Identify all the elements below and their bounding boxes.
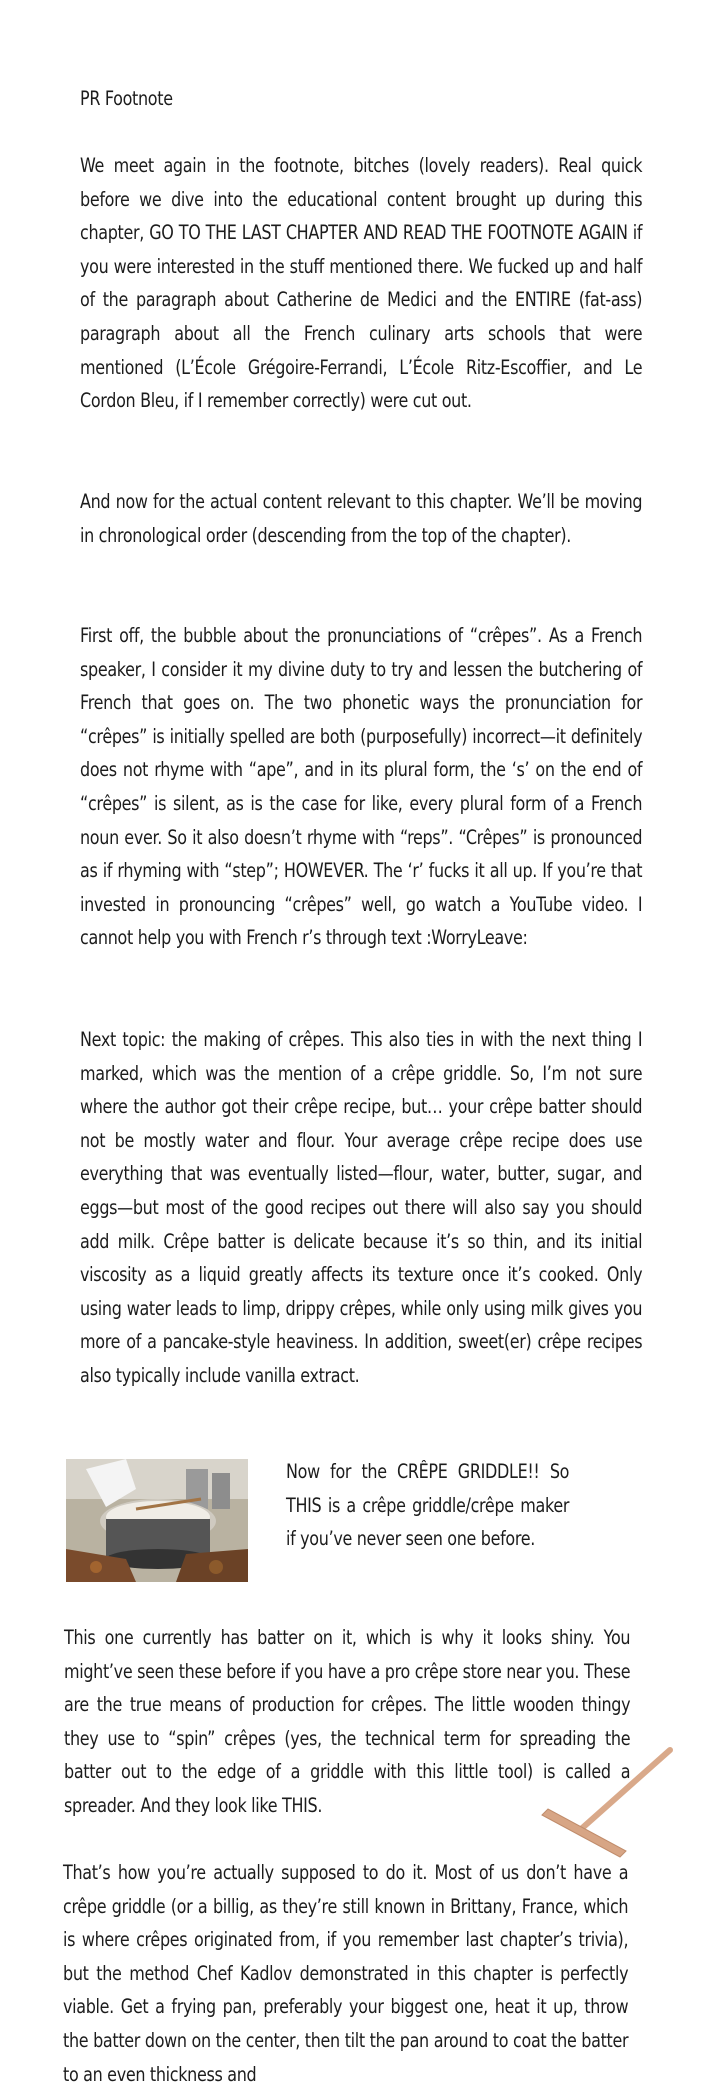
paragraph-pronunciation-text: First off, the bubble about the pronunciations of “crêpes”. As a French speaker, I consider it my divine duty to try and lessen the butchering of French that goes on. The two phonetic ways the pronunciation for “crêpes” is initially spelled are both (purposefully) incorrect—it definitely does not rhyme with “ape”, and in its plural form, the ‘s’ on the end of “crêpes” is silent, as is the case for like, every plural form of a French noun ever. So it also doesn’t rhyme with “reps”. “Crêpes” is pronounced as if rhyming with “step”; HOWEVER. The ‘r’ fucks it all up. If you’re that invested in pronouncing “crêpes” well, go watch a YouTube video. I cannot help you with French r’s through text :WorryLeave: (80, 624, 643, 950)
paragraph-chapter-content-text: And now for the actual content relevant to this chapter. We’ll be moving in chronological order (descending from the top of the chapter). (80, 490, 643, 547)
crepe-griddle-illustration (66, 1459, 248, 1582)
paragraph-intro-text: We meet again in the footnote, bitches (lovely readers). Real quick before we dive into the educational content brought up during this chapter, GO TO THE LAST CHAPTER AND READ THE FOOTNOTE AGAIN if you were interested in the stuff mentioned there. We fucked up and half of the paragraph about Catherine de Medici and the ENTIRE (fat-ass) paragraph about all the French culinary arts schools that were mentioned (L’École Grégoire-Ferrandi, L’École Ritz-Escoffier, and Le Cordon Bleu, if I remember correctly) were cut out. (80, 154, 643, 413)
paragraph-making-crepes-text: Next topic: the making of crêpes. This also ties in with the next thing I marked, which was the mention of a crêpe griddle. So, I’m not sure where the author got their crêpe recipe, but… your crêpe batter should not be mostly water and flour. Your average crêpe recipe does use everything that was eventually listed—flour, water, butter, sugar, and eggs—but most of the good recipes out there will also say you should add milk. Crêpe batter is delicate because it’s so thin, and its initial viscosity as a liquid greatly affects its texture once it’s cooked. Only using water leads to limp, drippy crêpes, while only using milk gives you more of a pancake-style heaviness. In addition, sweet(er) crêpe recipes also typically include vanilla extract. (80, 1028, 643, 1387)
paragraph-chapter-content (80, 485, 642, 552)
footnote-heading (80, 82, 193, 116)
paragraph-method-text: That’s how you’re actually supposed to do it. Most of us don’t have a crêpe griddle (or a billig, as they’re still known in Brittany, France, which is where crêpes originated from, if you remember last chapter’s trivia), but the method Chef Kadlov demonstrated in this chapter is perfectly viable. Get a frying pan, preferably your biggest one, heat it up, throw the batter down on the center, then tilt the pan around to coat the batter to an even thickness and (63, 1861, 629, 2086)
paragraph-griddle-intro (286, 1455, 569, 1556)
paragraph-making-crepes (80, 1023, 642, 1393)
heading-text: PR Footnote (80, 87, 173, 110)
paragraph-griddle-details-text: This one currently has batter on it, which is why it looks shiny. You might’ve seen these before if you have a pro crêpe store near you. These are the true means of production for crêpes. The little wooden thingy they use to “spin” crêpes (yes, the technical term for spreading the batter out to the edge of a griddle with this little tool) is called a spreader. And they look like THIS. (64, 1626, 631, 1817)
paragraph-pronunciation (80, 619, 642, 955)
paragraph-method (63, 1856, 628, 2091)
paragraph-griddle-intro-text: Now for the CRÊPE GRIDDLE!! So THIS is a crêpe griddle/crêpe maker if you’ve never seen one before. (286, 1460, 570, 1551)
paragraph-intro (80, 149, 642, 418)
crepe-griddle-photo (66, 1459, 248, 1582)
wooden-spreader-image (540, 1745, 680, 1865)
